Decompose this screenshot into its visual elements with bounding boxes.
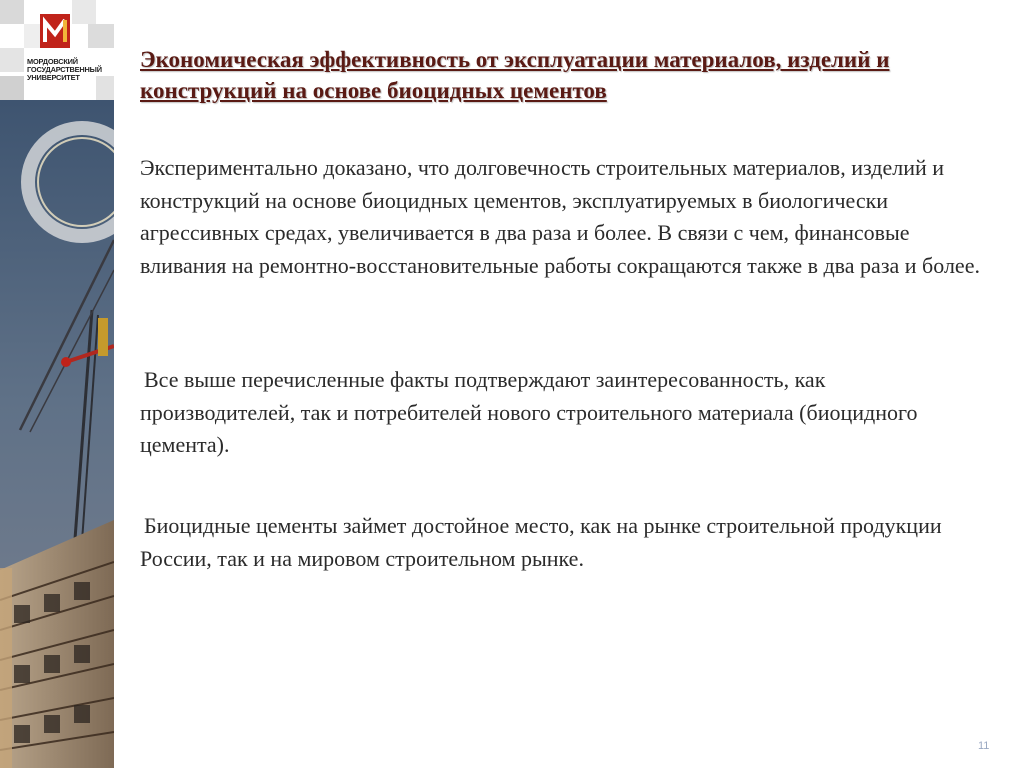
university-name: МОРДОВСКИЙ ГОСУДАРСТВЕННЫЙ УНИВЕРСИТЕТ xyxy=(27,57,102,82)
paragraph-durability: Экспериментально доказано, что долговечность строительных материалов, изделий и конструкций на основе биоцидных цементов, эксплуатируемых в биологически агрессивных средах, увеличивается в два раза и более. В связи с чем, финансовые вливания на ремонтно-восстановительные работы сокращаются также в два раза и более. xyxy=(140,155,980,278)
slide-title: Экономическая эффективность от эксплуатации материалов, изделий и конструкций на основе биоцидных цементов xyxy=(140,47,890,103)
page-number: 11 xyxy=(978,740,990,752)
paragraph-interest: Все выше перечисленные факты подтверждают заинтересованность, как производителей, так и потребителей нового строительного материала (биоцидного цемента). xyxy=(140,367,918,457)
construction-photo xyxy=(0,100,114,768)
logo-area xyxy=(0,0,114,100)
paragraph-market: Биоцидные цементы займет достойное место, как на рынке строительной продукции России, так и на мировом строительном рынке. xyxy=(140,513,942,571)
university-logo-icon xyxy=(40,14,70,48)
